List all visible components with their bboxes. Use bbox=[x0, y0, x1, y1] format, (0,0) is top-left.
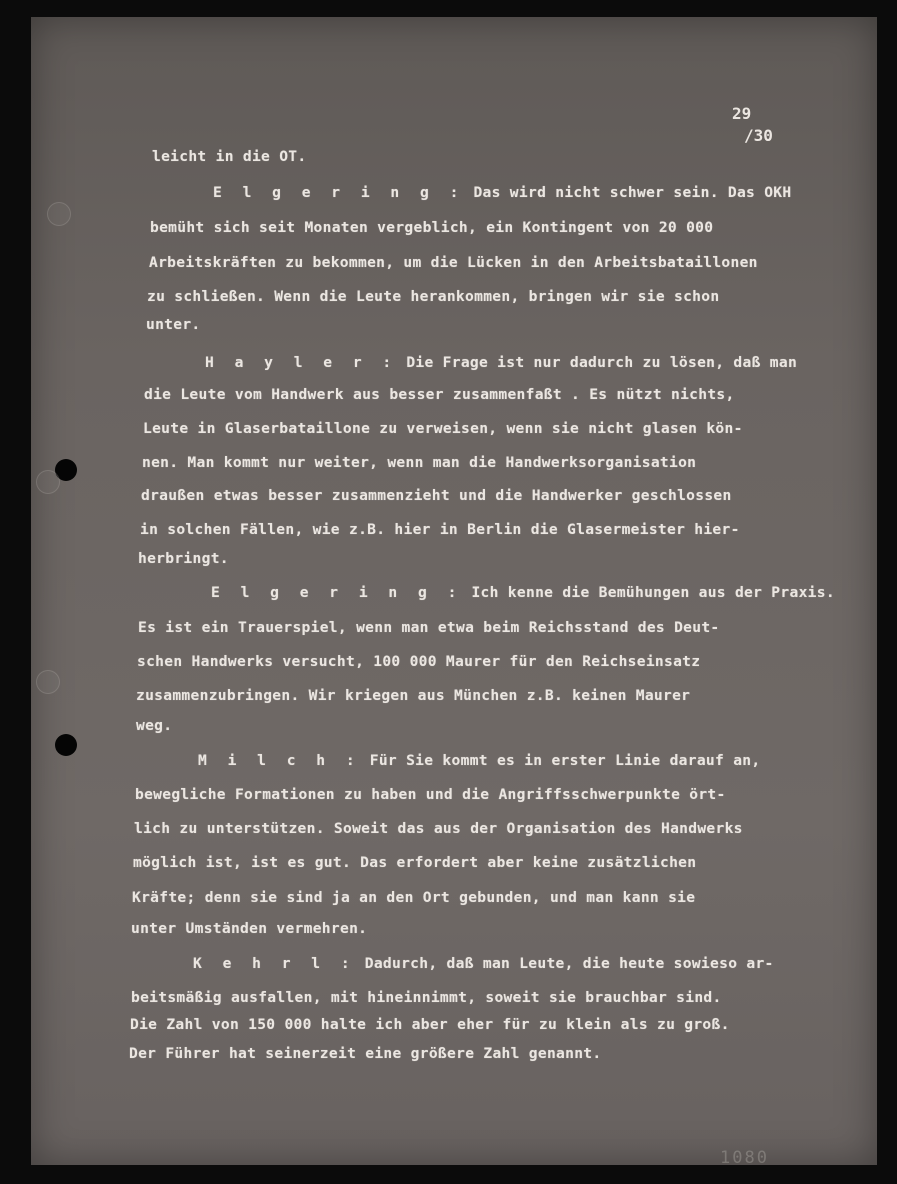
page-number: 29 bbox=[732, 104, 752, 123]
body-line: weg. bbox=[136, 717, 173, 734]
speech-text: Das wird nicht schwer sein. Das OKH bbox=[464, 184, 792, 201]
speech-line bbox=[211, 584, 835, 601]
body-line: unter. bbox=[146, 316, 201, 333]
speaker-name: K e h r l : bbox=[193, 955, 356, 972]
body-line: in solchen Fällen, wie z.B. hier in Berlin die Glasermeister hier- bbox=[140, 521, 740, 538]
speaker-name: H a y l e r : bbox=[205, 354, 398, 371]
body-line: draußen etwas besser zusammenzieht und die Handwerker geschlossen bbox=[141, 487, 732, 504]
speaker-name: E l g e r i n g : bbox=[211, 584, 463, 601]
body-line: zusammenzubringen. Wir kriegen aus München z.B. keinen Maurer bbox=[136, 687, 691, 704]
body-line: Kräfte; denn sie sind ja an den Ort gebunden, und man kann sie bbox=[132, 889, 696, 906]
body-line: Arbeitskräften zu bekommen, um die Lücken in den Arbeitsbataillonen bbox=[149, 254, 758, 271]
speech-line bbox=[213, 184, 791, 201]
body-line: Es ist ein Trauerspiel, wenn man etwa beim Reichsstand des Deut- bbox=[138, 619, 720, 636]
punch-hole-ghost bbox=[47, 202, 71, 226]
body-line: lich zu unterstützen. Soweit das aus der Organisation des Handwerks bbox=[134, 820, 743, 837]
speech-text: Ich kenne die Bemühungen aus der Praxis. bbox=[462, 584, 835, 601]
speaker-name: E l g e r i n g : bbox=[213, 184, 465, 201]
body-line: nen. Man kommt nur weiter, wenn man die Handwerksorganisation bbox=[142, 454, 697, 471]
speech-line bbox=[205, 354, 797, 371]
speech-text: Die Frage ist nur dadurch zu lösen, daß man bbox=[397, 354, 798, 371]
body-line: Die Zahl von 150 000 halte ich aber eher für zu klein als zu groß. bbox=[130, 1016, 730, 1033]
speech-line bbox=[193, 955, 774, 972]
body-line: Leute in Glaserbataillone zu verweisen, wenn sie nicht glasen kön- bbox=[143, 420, 743, 437]
body-line: die Leute vom Handwerk aus besser zusammenfaßt . Es nützt nichts, bbox=[144, 386, 735, 403]
punch-hole-ghost bbox=[36, 470, 60, 494]
body-line: schen Handwerks versucht, 100 000 Maurer für den Reichseinsatz bbox=[137, 653, 701, 670]
archive-number: 1080 bbox=[720, 1148, 769, 1168]
body-line: zu schließen. Wenn die Leute herankommen, bringen wir sie schon bbox=[147, 288, 720, 305]
body-line: Der Führer hat seinerzeit eine größere Zahl genannt. bbox=[129, 1045, 602, 1062]
speaker-name: M i l c h : bbox=[198, 752, 361, 769]
body-line: leicht in die OT. bbox=[152, 148, 307, 165]
speech-line bbox=[198, 752, 760, 769]
page-number-alt: /30 bbox=[744, 126, 773, 145]
speech-text: Für Sie kommt es in erster Linie darauf an, bbox=[360, 752, 761, 769]
body-line: möglich ist, ist es gut. Das erfordert aber keine zusätzlichen bbox=[133, 854, 697, 871]
punch-hole-ghost bbox=[36, 670, 60, 694]
punch-hole bbox=[55, 734, 77, 756]
speech-text: Dadurch, daß man Leute, die heute sowieso ar- bbox=[355, 955, 774, 972]
faded-header-stamp bbox=[60, 35, 410, 57]
body-line: bemüht sich seit Monaten vergeblich, ein Kontingent von 20 000 bbox=[150, 219, 714, 236]
body-line: unter Umständen vermehren. bbox=[131, 920, 368, 937]
body-line: bewegliche Formationen zu haben und die Angriffsschwerpunkte ört- bbox=[135, 786, 726, 803]
body-line: beitsmäßig ausfallen, mit hineinnimmt, soweit sie brauchbar sind. bbox=[131, 989, 722, 1006]
body-line: herbringt. bbox=[138, 550, 229, 567]
